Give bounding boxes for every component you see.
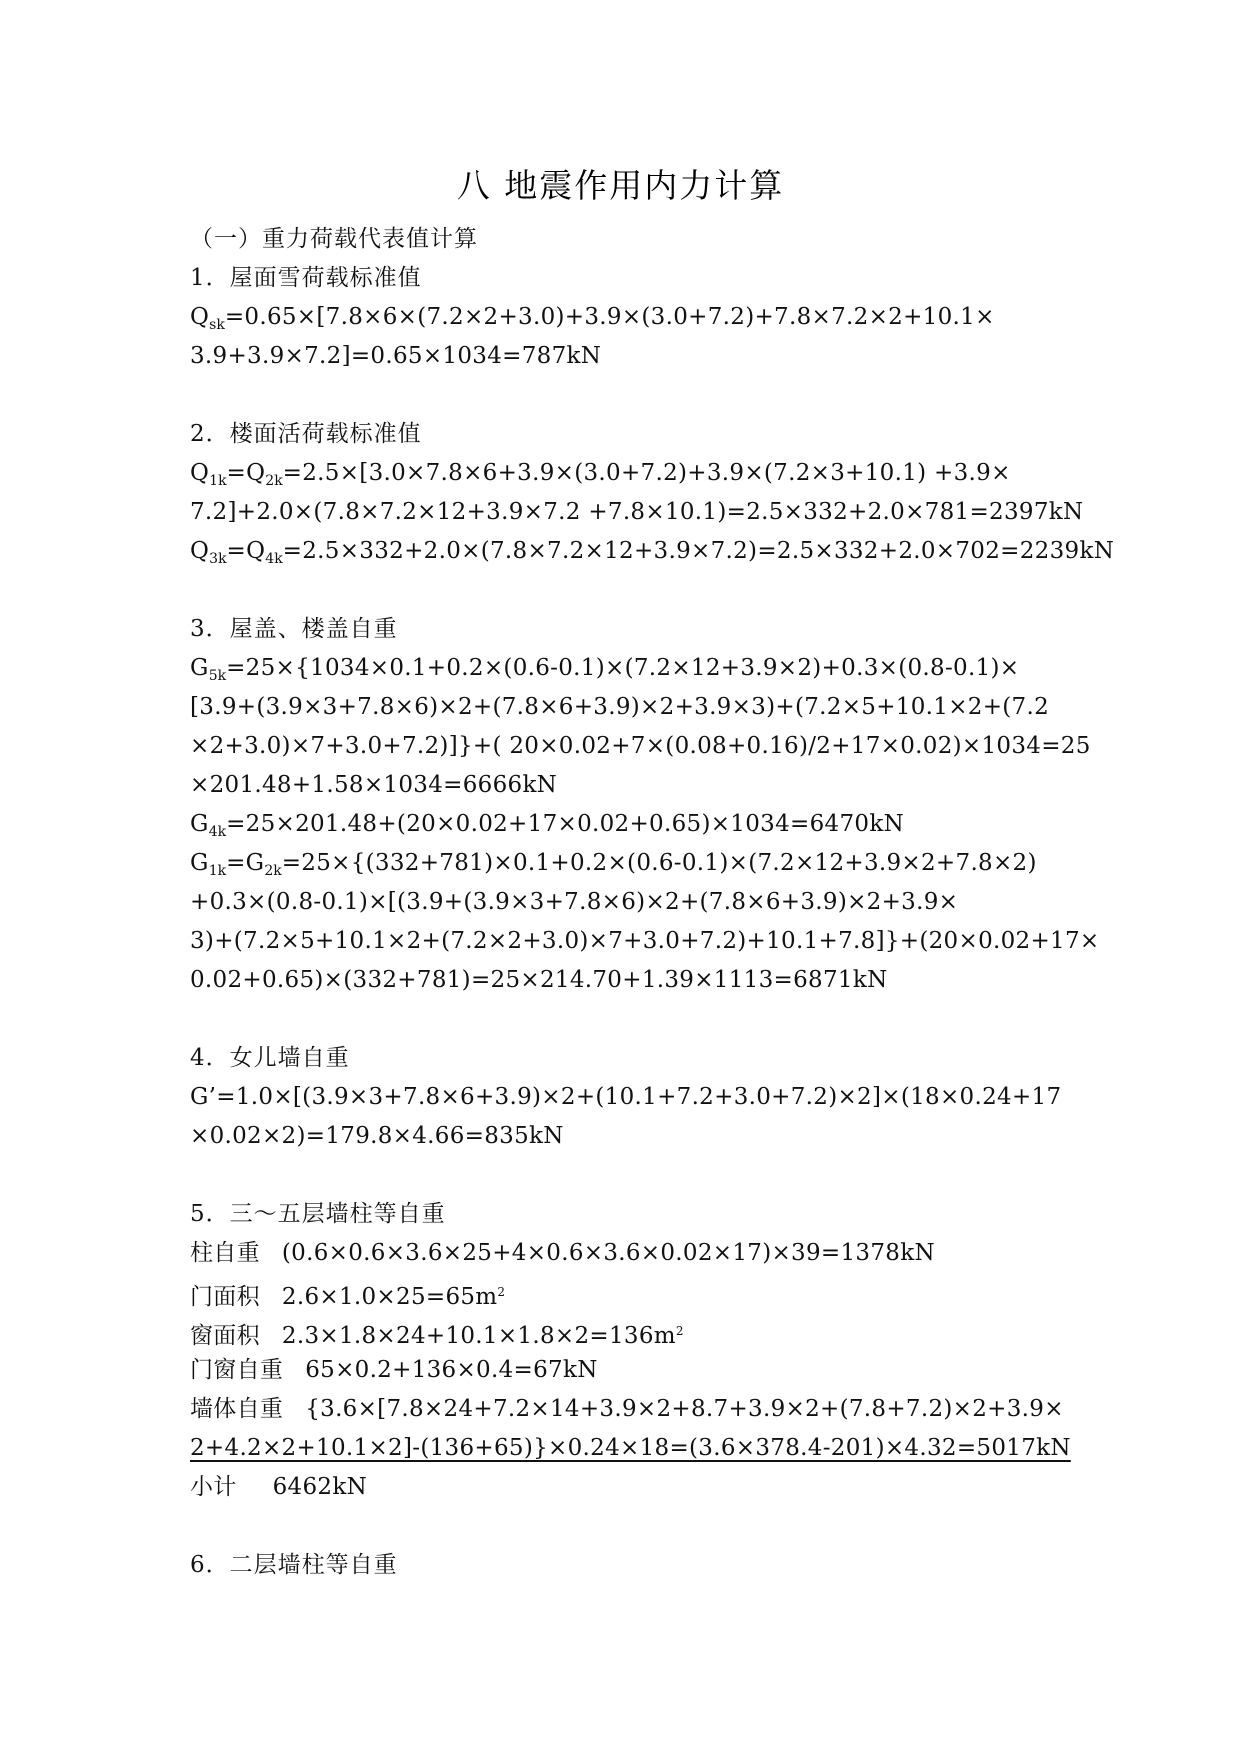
symbol: G — [190, 655, 209, 681]
row-label: 门窗自重 — [190, 1357, 284, 1383]
section-heading: （一）重力荷载代表值计算 — [190, 226, 478, 252]
formula-g5-line-2: [3.9+(3.9×3+7.8×6)×2+(7.8×6+3.9)×2+3.9×3)+(7.2×5+10.1×2+(7.2 — [190, 694, 1050, 720]
subsection-5-heading: 5．三～五层墙柱等自重 — [190, 1201, 446, 1227]
subtotal-row — [190, 1468, 1060, 1507]
row-value: 65×0.2+136×0.4=67kN — [305, 1357, 598, 1383]
wall-weight-row-continued — [190, 1429, 1071, 1468]
formula-g5-line-3: ×2+3.0)×7+3.0+7.2)]}+( 20×0.02+7×(0.08+0.16)/2+17×0.02)×1034=25 — [190, 733, 1091, 759]
formula-text: =2.5×[3.0×7.8×6+3.9×(3.0+7.2)+3.9×(7.2×3+10.1) +3.9× — [282, 460, 1011, 486]
subscript: 2k — [264, 863, 282, 879]
subsection-3-heading: 3．屋盖、楼盖自重 — [190, 616, 398, 642]
row-value: 6462kN — [272, 1474, 368, 1500]
row-value: {3.6×[7.8×24+7.2×14+3.9×2+8.7+3.9×2+(7.8+7.2)×2+3.9× — [305, 1396, 1064, 1422]
superscript: 2 — [497, 1285, 506, 1299]
wall-weight-row — [190, 1390, 1064, 1429]
row-value: (0.6×0.6×3.6×25+4×0.6×3.6×0.02×17)×39=1378kN — [281, 1240, 935, 1266]
row-value: 2.6×1.0×25=65m — [281, 1284, 498, 1310]
formula-live-load-line-3 — [190, 532, 1115, 571]
formula-live-load-line-2: 7.2]+2.0×(7.8×7.2×12+3.9×7.2 +7.8×10.1)=2.5×332+2.0×781=2397kN — [190, 499, 1084, 525]
formula-g1-line-4: 0.02+0.65)×(332+781)=25×214.70+1.39×1113=6871kN — [190, 967, 888, 993]
formula-text: =25×{(332+781)×0.1+0.2×(0.6-0.1)×(7.2×12+3.9×2+7.8×2) — [281, 850, 1037, 876]
spacer — [190, 1000, 1060, 1039]
formula-g5-line-1 — [190, 649, 1060, 688]
formula-text: =G — [226, 850, 265, 876]
column-weight-row — [190, 1234, 1060, 1273]
subsection-4-heading: 4．女儿墙自重 — [190, 1045, 350, 1071]
formula-text: =25×201.48+(20×0.02+17×0.02+0.65)×1034=6470kN — [226, 811, 905, 837]
subsection-1-heading: 1．屋面雪荷载标准值 — [190, 265, 422, 291]
page-title: 八 地震作用内力计算 — [456, 166, 785, 205]
subscript: 2k — [265, 473, 283, 489]
spacer — [190, 571, 1060, 610]
superscript: 2 — [675, 1324, 684, 1338]
formula-parapet-line-2: ×0.02×2)=179.8×4.66=835kN — [190, 1123, 564, 1149]
formula-g4-line-1 — [190, 805, 1060, 844]
formula-g5-line-4: ×201.48+1.58×1034=6666kN — [190, 772, 558, 798]
symbol: G — [190, 811, 209, 837]
row-label: 小计 — [190, 1474, 237, 1500]
formula-snow-load-line-2: 3.9+3.9×7.2]=0.65×1034=787kN — [190, 343, 602, 369]
row-label: 柱自重 — [190, 1240, 260, 1266]
document-body — [190, 220, 1115, 1585]
spacer — [190, 1507, 1060, 1546]
symbol: Q — [190, 460, 210, 486]
subscript: 4k — [265, 551, 283, 567]
formula-text: =Q — [226, 538, 266, 564]
subscript: sk — [209, 317, 225, 333]
formula-g1-line-2: +0.3×(0.8-0.1)×[(3.9+(3.9×3+7.8×6)×2+(7.8×6+3.9)×2+3.9× — [190, 889, 959, 915]
formula-live-load-line-1 — [190, 454, 1060, 493]
subscript: 4k — [208, 824, 227, 840]
row-label: 墙体自重 — [190, 1396, 284, 1422]
symbol: Q — [190, 304, 210, 330]
door-area-row — [190, 1273, 1060, 1312]
subsection-6-heading: 6．二层墙柱等自重 — [190, 1552, 398, 1578]
formula-g1-line-3: 3)+(7.2×5+10.1×2+(7.2×2+3.0)×7+3.0+7.2)+10.1+7.8]}+(20×0.02+17× — [190, 928, 1100, 954]
spacer — [190, 1156, 1060, 1195]
spacer — [190, 376, 1060, 415]
formula-text: =2.5×332+2.0×(7.8×7.2×12+3.9×7.2)=2.5×332+2.0×702=2239kN — [282, 538, 1115, 564]
row-value: 2.3×1.8×24+10.1×1.8×2=136m — [281, 1323, 676, 1349]
row-label: 窗面积 — [190, 1323, 260, 1349]
formula-text: =25×{1034×0.1+0.2×(0.6-0.1)×(7.2×12+3.9×2)+0.3×(0.8-0.1)× — [226, 655, 1020, 681]
formula-parapet-line-1: G’=1.0×[(3.9×3+7.8×6+3.9)×2+(10.1+7.2+3.0+7.2)×2]×(18×0.24+17 — [190, 1084, 1062, 1110]
formula-g1-line-1 — [190, 844, 1060, 883]
underlined-value: 2+4.2×2+10.1×2]-(136+65)}×0.24×18=(3.6×378.4-201)×4.32=5017kN — [190, 1435, 1071, 1461]
symbol: Q — [190, 538, 210, 564]
subscript: 1k — [209, 473, 227, 489]
formula-text: =Q — [226, 460, 266, 486]
row-label: 门面积 — [190, 1284, 260, 1310]
subsection-2-heading: 2．楼面活荷载标准值 — [190, 421, 422, 447]
subscript: 3k — [209, 551, 227, 567]
subscript: 1k — [208, 863, 227, 879]
formula-snow-load-line-1 — [190, 298, 1060, 337]
window-area-row — [190, 1312, 1060, 1351]
subscript: 5k — [208, 668, 227, 684]
symbol: G — [190, 850, 209, 876]
door-window-weight-row — [190, 1351, 1060, 1390]
formula-text: =0.65×[7.8×6×(7.2×2+3.0)+3.9×(3.0+7.2)+7.8×7.2×2+10.1× — [224, 304, 995, 330]
